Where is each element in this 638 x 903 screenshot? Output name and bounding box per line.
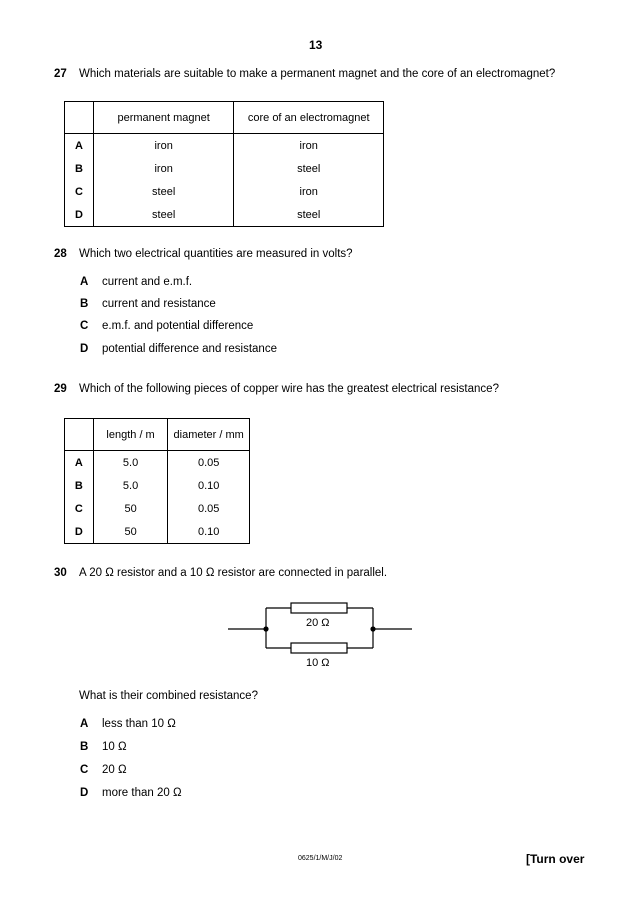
option-text: current and e.m.f. — [102, 276, 193, 288]
q27-cell: iron — [93, 134, 234, 158]
q29-row-letter: D — [65, 520, 94, 544]
q28-number: 28 — [54, 248, 67, 260]
option-text: less than 10 Ω — [102, 718, 176, 730]
q27-header-core: core of an electromagnet — [234, 102, 384, 134]
q29-row-letter: C — [65, 497, 94, 520]
q27-cell: steel — [234, 203, 384, 227]
option-letter: C — [80, 320, 89, 332]
q28-option-a — [80, 276, 192, 288]
q30-option-a — [80, 718, 176, 730]
q30-option-d — [80, 787, 182, 799]
q27-cell: steel — [93, 180, 234, 203]
q29-cell: 0.05 — [168, 451, 250, 475]
q27-cell: iron — [93, 157, 234, 180]
option-text: current and resistance — [102, 298, 216, 310]
q27-row-letter: D — [65, 203, 94, 227]
q30-option-c — [80, 764, 127, 776]
q28-option-d — [80, 343, 277, 355]
q30-question: What is their combined resistance? — [79, 690, 258, 702]
junction-left — [263, 626, 268, 631]
q27-text: Which materials are suitable to make a permanent magnet and the core of an electromagnet? — [79, 68, 556, 80]
q27-row-letter: A — [65, 134, 94, 158]
q29-cell: 0.10 — [168, 474, 250, 497]
q27-cell: iron — [234, 180, 384, 203]
q28-option-b — [80, 298, 216, 310]
option-letter: B — [80, 298, 89, 310]
q30-option-b — [80, 741, 127, 753]
resistor-10-symbol — [291, 643, 347, 653]
q30-text: A 20 Ω resistor and a 10 Ω resistor are connected in parallel. — [79, 567, 388, 579]
q27-cell: iron — [234, 134, 384, 158]
footer-code: 0625/1/M/J/02 — [298, 855, 343, 862]
q29-cell: 50 — [93, 497, 168, 520]
q29-header-length: length / m — [93, 419, 168, 451]
q27-cell: steel — [234, 157, 384, 180]
turn-over: [Turn over — [526, 852, 585, 866]
q29-row-letter: B — [65, 474, 94, 497]
q29-row-letter: A — [65, 451, 94, 475]
q27-number: 27 — [54, 68, 67, 80]
resistor-20-symbol — [291, 603, 347, 613]
q27-row-letter: B — [65, 157, 94, 180]
q29-table — [64, 418, 250, 544]
q29-cell: 0.05 — [168, 497, 250, 520]
junction-right — [370, 626, 375, 631]
option-letter: A — [80, 276, 89, 288]
option-letter: D — [80, 787, 89, 799]
q29-header-diameter: diameter / mm — [168, 419, 250, 451]
option-text: e.m.f. and potential difference — [102, 320, 254, 332]
option-letter: D — [80, 343, 89, 355]
q29-cell: 50 — [93, 520, 168, 544]
q27-header-blank — [65, 102, 94, 134]
option-text: potential difference and resistance — [102, 343, 277, 355]
option-letter: A — [80, 718, 89, 730]
q28-text: Which two electrical quantities are measured in volts? — [79, 248, 353, 260]
option-text: 20 Ω — [102, 764, 127, 776]
option-letter: C — [80, 764, 89, 776]
q29-text: Which of the following pieces of copper wire has the greatest electrical resistance? — [79, 383, 499, 395]
q29-cell: 0.10 — [168, 520, 250, 544]
q27-table — [64, 101, 384, 227]
resistor-10-label: 10 Ω — [306, 657, 330, 669]
q27-header-permanent: permanent magnet — [93, 102, 234, 134]
q27-cell: steel — [93, 203, 234, 227]
q29-number: 29 — [54, 383, 67, 395]
q29-header-blank — [65, 419, 94, 451]
option-text: more than 20 Ω — [102, 787, 182, 799]
q27-row-letter: C — [65, 180, 94, 203]
option-text: 10 Ω — [102, 741, 127, 753]
resistor-20-label: 20 Ω — [306, 617, 330, 629]
page-number: 13 — [309, 38, 323, 52]
q30-number: 30 — [54, 567, 67, 579]
q29-cell: 5.0 — [93, 451, 168, 475]
q28-option-c — [80, 320, 253, 332]
q29-cell: 5.0 — [93, 474, 168, 497]
option-letter: B — [80, 741, 89, 753]
